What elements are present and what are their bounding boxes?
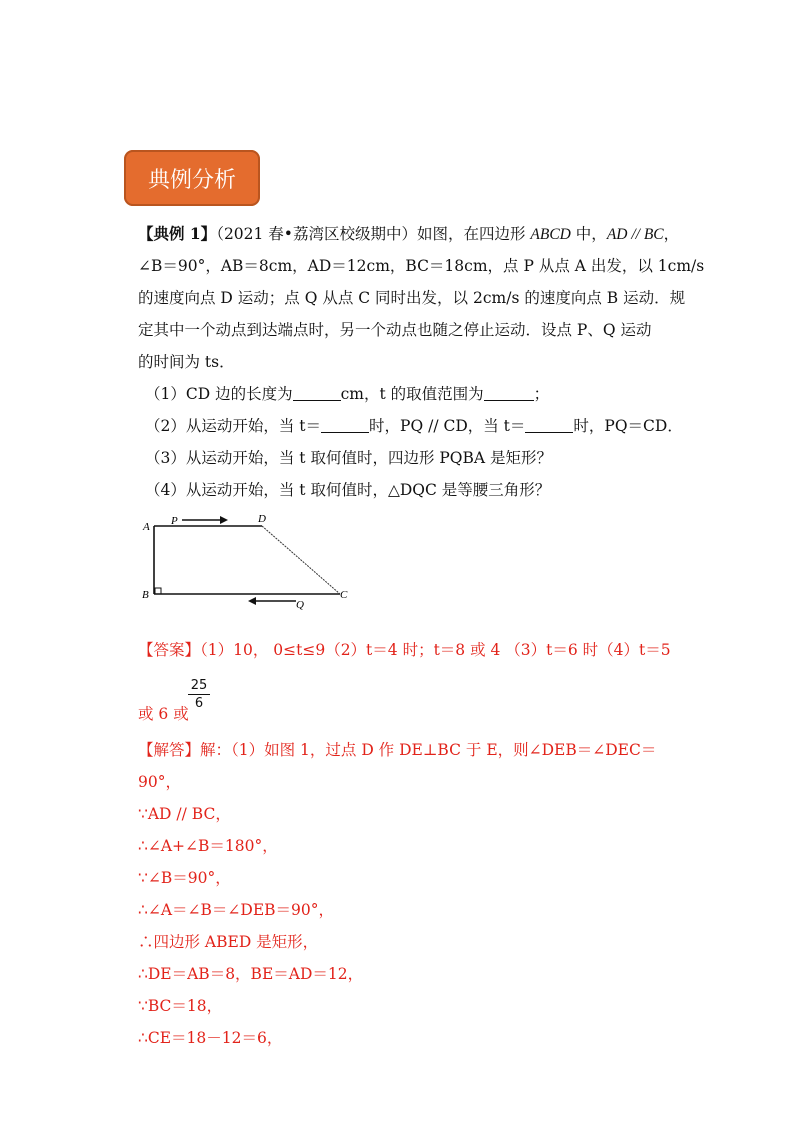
- q2-text: （2）从运动开始，当 t＝: [145, 417, 322, 435]
- text-piece: 中，: [570, 225, 607, 243]
- q2-text: 时，PQ＝CD．: [573, 417, 683, 435]
- problem-source: （2021 春•荔湾区校级期中）如图，在四边形: [216, 225, 526, 243]
- question-3: （3）从运动开始，当 t 取何值时，四边形 PQBA 是矩形？: [145, 449, 553, 467]
- side-dc: [262, 526, 340, 594]
- solution-line: ∴四边形 ABED 是矩形，: [138, 933, 319, 951]
- label-d: D: [258, 513, 266, 525]
- right-angle-mark: [155, 588, 161, 594]
- answer-blank[interactable]: [484, 384, 534, 401]
- text-piece: ，: [663, 225, 680, 243]
- solution-line: ∵BC＝18，: [138, 997, 223, 1015]
- question-1: [145, 382, 549, 406]
- parallel-stmt: AD // BC: [606, 226, 664, 243]
- problem-line-5: 的时间为 ts．: [138, 353, 235, 371]
- quad-name: ABCD: [530, 226, 571, 243]
- solution-line: ∴DE＝AB＝8，BE＝AD＝12，: [138, 965, 364, 983]
- fraction-bar: [188, 694, 210, 695]
- answer-blank[interactable]: [321, 416, 369, 433]
- answer-line-1: 【答案】（1）10， 0≤t≤9（2）t＝4 时；t＝8 或 4 （3）t＝6 时（4）t＝5: [138, 641, 671, 659]
- arrow-q-head: [248, 597, 256, 605]
- problem-line-1: [138, 222, 679, 247]
- solution-line: ∴CE＝18－12＝6，: [138, 1029, 283, 1047]
- solution-line: ∵AD // BC，: [138, 805, 231, 823]
- problem-line-3: 的速度向点 D 运动；点 Q 从点 C 同时出发，以 2cm/s 的速度向点 B 运动．规: [138, 289, 686, 307]
- q2-text: 时，PQ // CD，当 t＝: [369, 417, 526, 435]
- answer-blank[interactable]: [525, 416, 573, 433]
- label-p: P: [171, 515, 178, 527]
- section-badge: 典例分析: [124, 150, 260, 206]
- fraction-denominator: 6: [194, 696, 204, 711]
- fraction-numerator: 25: [190, 678, 208, 693]
- trapezoid-figure: [136, 508, 366, 612]
- q1-text: （1）CD 边的长度为: [145, 385, 293, 403]
- solution-line: 【解答】解：（1）如图 1，过点 D 作 DE⊥BC 于 E，则∠DEB＝∠DEC＝: [138, 741, 657, 759]
- q1-text: ；: [533, 385, 550, 403]
- label-a: A: [143, 521, 150, 533]
- arrow-p-head: [220, 516, 228, 524]
- answer-blank[interactable]: [293, 384, 341, 401]
- solution-line: ∴∠A＝∠B＝∠DEB＝90°，: [138, 901, 335, 919]
- label-q: Q: [296, 599, 304, 611]
- label-c: C: [340, 589, 348, 601]
- question-2: [145, 414, 683, 438]
- solution-line: ∴∠A+∠B＝180°，: [138, 837, 278, 855]
- example-tag: 【典例 1】: [138, 224, 217, 243]
- solution-line: 90°，: [138, 773, 181, 791]
- answer-fraction: [188, 678, 210, 711]
- solution-line: ∵∠B＝90°，: [138, 869, 231, 887]
- answer-line-2: 或 6 或: [138, 705, 189, 723]
- problem-line-4: 定其中一个动点到达端点时，另一个动点也随之停止运动．设点 P、Q 运动: [138, 321, 652, 339]
- q1-text: cm，t 的取值范围为: [340, 385, 484, 403]
- question-4: （4）从运动开始，当 t 取何值时，△DQC 是等腰三角形？: [145, 481, 551, 499]
- problem-line-2: ∠B＝90°，AB＝8cm，AD＝12cm，BC＝18cm，点 P 从点 A 出发，以 1cm/s: [138, 257, 705, 275]
- label-b: B: [142, 589, 149, 601]
